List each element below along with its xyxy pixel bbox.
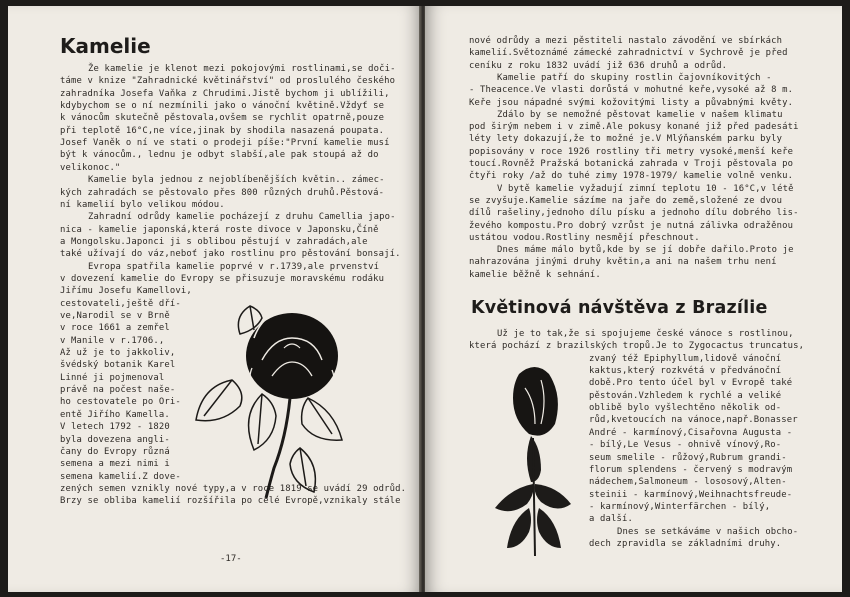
text-line: se zvyšuje.Kamelie sázíme na jaře do země,složené ze dvou	[469, 195, 783, 206]
text-line: Dnes se setkáváme v našich obcho-	[617, 526, 799, 537]
page-number: -17-	[220, 554, 242, 564]
christmas-cactus-illustration	[479, 358, 599, 563]
text-line: růd,kvetoucích na vánoce,např.Bonasser	[589, 415, 798, 426]
cactus-flower	[513, 367, 558, 436]
text-line: léty lety dokazují,že to možné je.V Mlýňanském parku byly	[469, 134, 783, 145]
text-line: florum splendens - červený s modravým	[589, 464, 793, 475]
text-line: kaktus,který rozkvétá v předvánoční	[589, 366, 782, 377]
text-line: a Mongolsku.Japonci ji s oblibou pěstují v zahradách,ale	[60, 236, 368, 247]
text-line: pod širým nebem i v zimě.Ale pokusy konané již před padesáti	[469, 122, 799, 133]
text-line: čany do Evropy různá	[60, 446, 170, 457]
text-line: zahradníka Josefa Vaňka z Chrudimi.Jistě bychom ji ublížili,	[60, 88, 390, 99]
text-line: Keře jsou nápadné svými kožovitými listy a půvabnými květy.	[469, 97, 794, 108]
text-line: kdybychom se o ní nezmínili jako o vánoční květině.Vždyť se	[60, 101, 385, 112]
book-spread	[8, 6, 842, 592]
text-line: Jiřímu Josefu Kamellovi,	[60, 286, 192, 297]
text-line: seum smelile - růžový,Rubrum grandi-	[589, 452, 787, 463]
text-line: právě na počest naše-	[60, 385, 176, 396]
text-line: a další.	[589, 514, 633, 525]
text-line: která pochází z brazilských tropů.Je to Zygocactus truncatus,	[469, 341, 805, 352]
text-line: švédský botanik Karel	[60, 360, 176, 371]
text-line: nahrazována jinými druhy květin,a ani na našem trhu není	[469, 257, 777, 268]
text-line: Už je to tak,že si spojujeme české vánoce s rostlinou,	[497, 329, 794, 339]
text-line: cestovateli,ještě dří-	[60, 298, 181, 309]
text-line: dech zpravidla se základními druhy.	[589, 538, 782, 549]
text-line: kamelií.Světoznámé zámecké zahradnictví v Sychrově je před	[469, 48, 788, 59]
text-line: semena kamelií.Z dove-	[60, 471, 181, 482]
text-line: André - karmínový,Cisařovna Augusta -	[589, 427, 793, 438]
text-line: velikonoc."	[60, 162, 121, 173]
text-line: Evropa spatřila kamelie poprvé v r.1739,ale prvenství	[88, 261, 380, 272]
text-line: ho cestovatele po Ori-	[60, 397, 181, 408]
text-line: být k vánocům., lednu je odbyt slabší,ale pak stoupá až do	[60, 150, 379, 161]
text-line: - Theacence.Ve vlasti dorůstá v mohutné keře,vysoké až 8 m.	[469, 85, 794, 96]
text-line: čtyři roky /až do tuhé zimy 1978-1979/ kamelie volně venku.	[469, 171, 794, 182]
text-line: dílů rašeliny,jednoho dílu písku a jednoho dílu dobrého lis-	[469, 208, 799, 219]
text-line: - bílý,Le Vesus - ohnivě vínový,Ro-	[589, 440, 782, 451]
text-line: zených semen vznikly nové typy,a v roce 1819 se uvádí 29 odrůd.	[60, 483, 407, 494]
text-line: nádechem,Salmoneum - lososový,Alten-	[589, 477, 787, 488]
text-line: nica - kamelie japonská,která roste divoce v Japonsku,Číně	[60, 224, 379, 235]
text-line: - karmínový,Winterfärchen - bílý,	[589, 501, 771, 512]
text-line: k vánocům skutečně pěstovala,ovšem se rychlit opatrně,pouze	[60, 113, 385, 124]
text-line: Zdálo by se nemožné pěstovat kamelie v našem klimatu	[497, 109, 783, 120]
text-line: Zahradní odrůdy kamelie pocházejí z druhu Camellia japo-	[88, 212, 396, 223]
text-line: Že kamelie je klenot mezi pokojovými rostlinami,se doči-	[88, 64, 396, 74]
text-line: oblibě bylo vyšlechtěno několik od-	[589, 403, 782, 414]
camellia-illustration	[192, 298, 367, 503]
camellia-stem	[266, 398, 290, 498]
right-page	[425, 6, 842, 592]
text-line: zvaný též Epiphyllum,lidově vánoční	[589, 353, 782, 364]
text-line: V letech 1792 - 1820	[60, 422, 170, 433]
text-line: Linné ji pojmenoval	[60, 372, 165, 383]
text-line: byla dovezena angli-	[60, 434, 170, 445]
text-line: době.Pro tento účel byl v Evropě také	[589, 378, 793, 389]
text-line: ustátou vodou.Rostliny nesmějí přeschnout.	[469, 232, 700, 243]
text-line: toucí.Rovněž Pražská botanická zahrada v Troji pěstovala po	[469, 159, 794, 169]
text-line: pěstován.Vzhledem k rychlé a veliké	[589, 390, 782, 401]
text-line: nové odrůdy a mezi pěstiteli nastalo závodění ve sbírkách	[469, 36, 783, 46]
text-line: V bytě kamelie vyžadují zimní teplotu 10 - 16°C,v létě	[497, 183, 794, 194]
text-line: popisovány v roce 1926 rostliny tři metry vysoké,menší keře	[469, 146, 794, 157]
text-line: Kamelie patří do skupiny rostlin čajovníkovitých -	[497, 72, 772, 83]
text-line: v dovezení kamelie do Evropy se přisuzuje moravskému rodáku	[60, 273, 385, 284]
left-page	[8, 6, 421, 592]
text-line: Až už je to jakkoliv,	[60, 348, 176, 359]
text-line: také užívají do váz,neboť jako rostlinu pro pěstování bonsají.	[60, 249, 401, 260]
text-line: v roce 1661 a zemřel	[60, 323, 170, 334]
text-line: entě Jiřího Kamella.	[60, 409, 170, 420]
text-line: v Manile v r.1706.,	[60, 335, 165, 346]
text-line: táme v knize "Zahradnické květinářství" od proslulého českého	[60, 76, 396, 87]
left-page-title: Kamelie	[60, 34, 151, 58]
text-line: Dnes máme málo bytů,kde by se jí dobře dařilo.Proto je	[497, 245, 794, 256]
text-line: Josef Vaněk o ní ve stati o prodeji píše:"První kamelie musí	[60, 138, 390, 149]
text-line: ní kamelií bylo velikou módou.	[60, 199, 225, 210]
text-line: kých zahradách se pěstovalo přes 800 různých druhů.Pěstová-	[60, 187, 385, 198]
text-line: ževého kompostu.Pro dobrý vzrůst je nutná zálivka odražěnou	[469, 220, 794, 231]
text-line: ve,Narodil se v Brně	[60, 311, 170, 321]
text-line: Brzy se obliba kamelií rozšířila po celé Evropě,vznikaly stále	[60, 496, 401, 507]
text-line: steinii - karmínový,Weihnachtsfreude-	[589, 489, 793, 500]
text-line: ceníku z roku 1832 uvádí již 636 druhů a odrůd.	[469, 60, 728, 71]
text-line: Kamelie byla jednou z nejoblíbenějších květin.. zámec-	[88, 175, 385, 186]
right-page-title: Květinová návštěva z Brazílie	[471, 298, 768, 318]
text-line: semena a mezi nimi i	[60, 459, 170, 470]
text-line: při teplotě 16°C,ne více,jinak by shodila nasazená poupata.	[60, 125, 385, 136]
text-line: kamelie běžně k sehnání.	[469, 269, 601, 280]
